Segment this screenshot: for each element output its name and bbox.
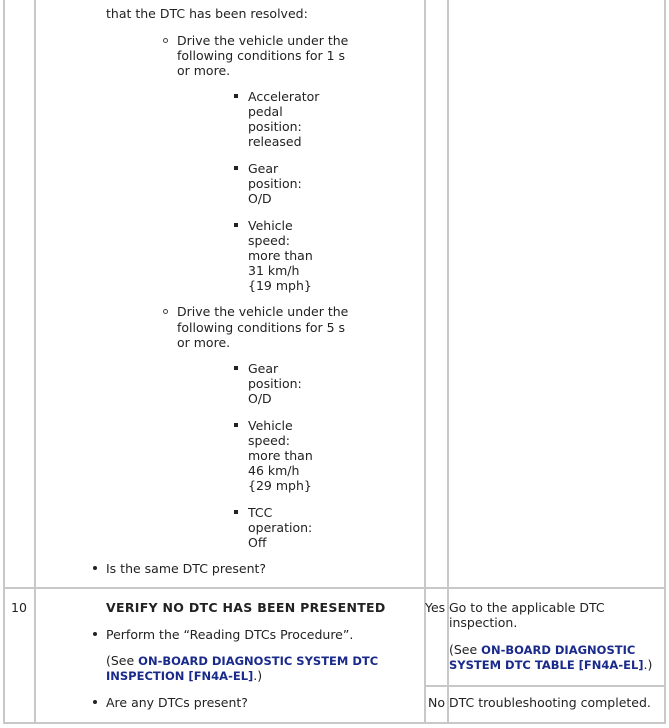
condition-text: position: <box>248 376 302 391</box>
condition-text: Gear <box>248 361 279 376</box>
circle-bullet <box>163 38 168 43</box>
square-bullet <box>234 166 238 170</box>
dtc-table-link[interactable]: SYSTEM DTC TABLE [FN4A-EL] <box>449 658 644 672</box>
circle-bullet <box>163 309 168 314</box>
condition-text: pedal <box>248 104 283 119</box>
question-same-dtc: Is the same DTC present? <box>106 561 267 576</box>
condition-text: operation: <box>248 520 313 535</box>
reference-line1 <box>106 653 378 669</box>
condition-text: Vehicle <box>248 218 293 233</box>
row-divider <box>3 587 666 589</box>
reference-line2 <box>106 668 262 684</box>
dtc-inspection-link[interactable]: INSPECTION [FN4A-EL] <box>106 669 254 683</box>
square-bullet <box>234 366 238 370</box>
disc-bullet <box>93 632 97 636</box>
result-yes-label: Yes <box>425 600 446 615</box>
drive-instruction-2-line2: following conditions for 5 s <box>177 320 346 335</box>
square-bullet <box>234 94 238 98</box>
square-bullet <box>234 223 238 227</box>
table-border-left <box>3 0 5 724</box>
disc-bullet <box>93 700 97 704</box>
drive-instruction-2-line3: or more. <box>177 335 231 350</box>
condition-text: {19 mph} <box>248 278 312 293</box>
yes-action-line2: inspection. <box>449 615 518 630</box>
condition-text: Gear <box>248 161 279 176</box>
drive-instruction-1-line2: following conditions for 1 s <box>177 48 346 63</box>
dtc-inspection-link[interactable]: ON-BOARD DIAGNOSTIC SYSTEM DTC <box>138 654 379 668</box>
condition-text: {29 mph} <box>248 478 312 493</box>
table-divider-step <box>34 0 36 724</box>
action-text: Perform the “Reading DTCs Procedure”. <box>106 627 354 642</box>
condition-text: speed: <box>248 433 290 448</box>
reference-prefix: (See <box>449 642 482 657</box>
condition-text: Accelerator <box>248 89 320 104</box>
condition-text: 31 km/h <box>248 263 300 278</box>
question-any-dtc: Are any DTCs present? <box>106 695 248 710</box>
yes-action-line1: Go to the applicable DTC <box>449 600 605 615</box>
condition-text: 46 km/h <box>248 463 300 478</box>
dtc-table-link[interactable]: ON-BOARD DIAGNOSTIC <box>481 643 636 657</box>
condition-text: Off <box>248 535 267 550</box>
result-divider <box>424 685 666 687</box>
square-bullet <box>234 510 238 514</box>
table-divider-result <box>424 0 426 724</box>
procedure-intro: that the DTC has been resolved: <box>106 6 308 21</box>
condition-text: O/D <box>248 191 272 206</box>
no-action-text: DTC troubleshooting completed. <box>449 695 651 710</box>
condition-text: TCC <box>248 505 273 520</box>
condition-text: position: <box>248 119 302 134</box>
condition-text: Vehicle <box>248 418 293 433</box>
step-title: VERIFY NO DTC HAS BEEN PRESENTED <box>106 600 386 615</box>
reference-suffix: .) <box>643 657 653 672</box>
reference-suffix: .) <box>253 668 263 683</box>
condition-text: speed: <box>248 233 290 248</box>
drive-instruction-1-line1: Drive the vehicle under the <box>177 33 349 48</box>
drive-instruction-1-line3: or more. <box>177 63 231 78</box>
table-border-right <box>664 0 666 724</box>
drive-instruction-2-line1: Drive the vehicle under the <box>177 304 349 319</box>
result-no-label: No <box>428 695 445 710</box>
square-bullet <box>234 423 238 427</box>
disc-bullet <box>93 566 97 570</box>
condition-text: more than <box>248 248 313 263</box>
table-border-bottom <box>3 722 666 724</box>
condition-text: more than <box>248 448 313 463</box>
step-number: 10 <box>11 600 27 615</box>
yes-reference-line1 <box>449 642 635 658</box>
reference-prefix: (See <box>106 653 139 668</box>
condition-text: position: <box>248 176 302 191</box>
condition-text: O/D <box>248 391 272 406</box>
yes-reference-line2 <box>449 657 652 673</box>
condition-text: released <box>248 134 302 149</box>
